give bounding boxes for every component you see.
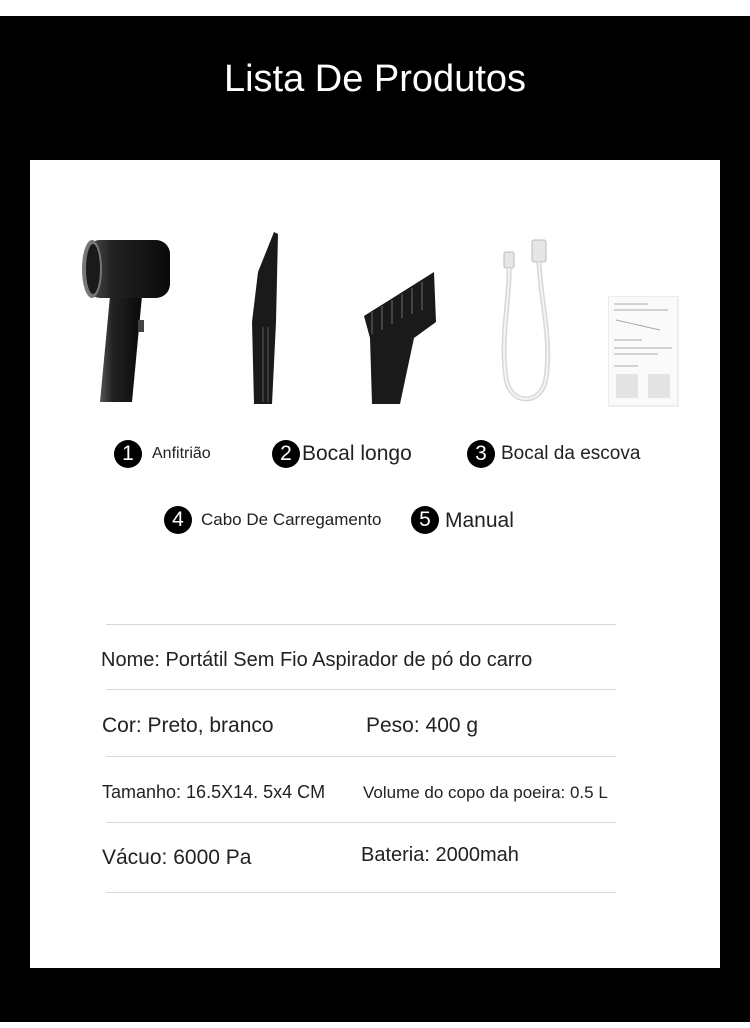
product-label-host: Anfitrião <box>152 445 211 462</box>
spec-size: Tamanho: 16.5X14. 5x4 CM <box>102 782 326 802</box>
content-panel <box>30 160 720 968</box>
spec-divider <box>106 756 616 757</box>
spec-divider <box>106 624 616 625</box>
product-number-badge: 5 <box>411 506 439 534</box>
spec-divider <box>106 822 616 823</box>
spec-name: Nome: Portátil Sem Fio Aspirador de pó do carro <box>101 649 533 671</box>
vacuum-host-icon <box>80 236 180 406</box>
spec-dust-cup: Volume do copo da poeira: 0.5 L <box>363 783 608 802</box>
spec-weight: Peso: 400 g <box>366 714 479 737</box>
spec-divider <box>106 689 616 690</box>
product-number-badge: 3 <box>467 440 495 468</box>
product-number-badge: 2 <box>272 440 300 468</box>
spec-color: Cor: Preto, branco <box>102 714 274 737</box>
brush-nozzle-icon <box>360 272 438 406</box>
product-label-brush-nozzle: Bocal da escova <box>501 443 641 464</box>
product-label-long-nozzle: Bocal longo <box>302 442 412 465</box>
product-label-charging-cable: Cabo De Carregamento <box>201 510 382 529</box>
spec-divider <box>106 892 616 893</box>
product-label-manual: Manual <box>445 509 514 532</box>
product-number-badge: 4 <box>164 506 192 534</box>
spec-battery: Bateria: 2000mah <box>361 844 519 866</box>
spec-vacuum: Vácuo: 6000 Pa <box>102 846 252 869</box>
charging-cable-icon <box>496 238 556 408</box>
long-nozzle-icon <box>248 232 282 406</box>
manual-icon <box>608 296 680 408</box>
page-title: Lista De Produtos <box>223 58 527 100</box>
product-number-badge: 1 <box>114 440 142 468</box>
